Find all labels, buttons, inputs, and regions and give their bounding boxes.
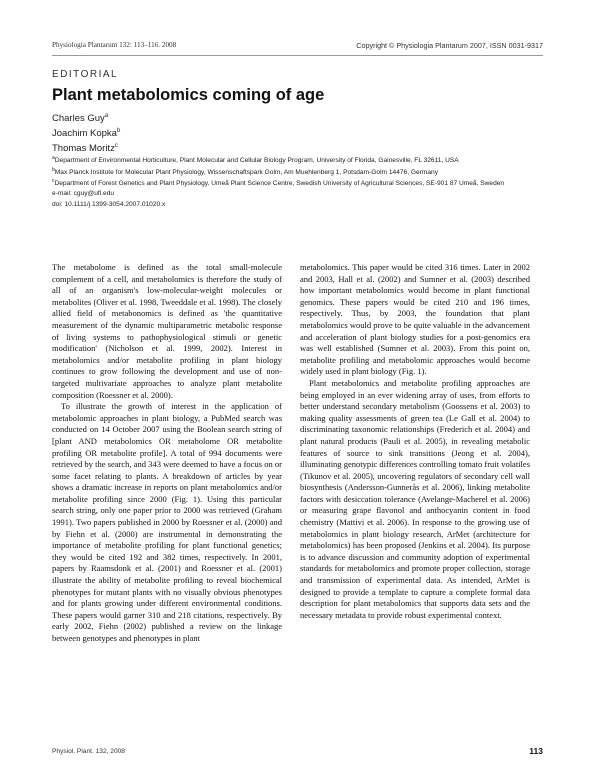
affiliations: [52, 154, 552, 199]
body-column-left: [52, 262, 282, 645]
page-number: 113: [529, 746, 543, 756]
author-name: Joachim Kopka: [52, 128, 117, 140]
paragraph: The metabolome is defined as the total small-molecule complement of a cell, and metabolomics is therefore the study of all of an organism's low-molecular-weight molecules or metabolites (Oliver et al. 1998, Tweeddale et al. 1998). The closely allied field of metabonomics is defined as 'the quantitative measurement of the dynamic multiparametric metabolic response of living systems to pathophysiological stimuli or genetic modification' (Nicholson et al. 1999, 2002). Interest in metabolomics and/or metabolite profiling in plant biology continues to grow following the development and use of non-targeted multivariate approaches to analyze plant metabolite composition (Roessner et al. 2000).: [52, 262, 282, 400]
author-superscript: b: [116, 128, 121, 135]
section-label: EDITORIAL: [52, 69, 119, 80]
author-superscript: c: [114, 143, 118, 150]
journal-header: Physiologia Plantarum 132: 113–116. 2008: [52, 41, 177, 49]
author-name: Charles Guy: [52, 113, 105, 125]
paragraph: To illustrate the growth of interest in the application of metabolomic approaches in plant biology, a PubMed search was conducted on 14 October 2007 using the Boolean search string of [plant AND metabolomics OR metabolome OR metabolite profiling OR metabolite profile]. A total of 994 documents were retrieved by the search, and 343 were deemed to have a focus on or some facet relating to plants. A breakdown of articles by year shows a dramatic increase in reports on plant metabolomics and/or metabolite profiling since 2000 (Fig. 1). Using this particular search string, only one paper prior to 2000 was retrieved (Graham 1991). Two papers published in 2000 by Roessner et al. (2000) and by Fiehn et al. (2000) are instrumental in demonstrating the importance of metabolite profiling for plant functional genetics; they would be cited 192 and 382 times, respectively. In 2001, papers by Raamsdonk et al. (2001) and Roessner et al. (2001) illustrate the ability of metabolite profiling to reveal biochemical phenotypes for mutant plants with no visually obvious phenotypes and for plants growing under different environmental conditions. These papers would garner 310 and 218 citations, respectively. By early 2002, Fiehn (2002) published a review on the linkage between genotypes and phenotypes in plant: [52, 401, 282, 643]
affiliation: $^c$Department of Forest Genetics and Plant Physiology, Umeå Plant Science Centre, Swedish University of Agricultural Sciences, SE-901 87 Umeå, Sweden: [52, 178, 505, 188]
paragraph: Plant metabolomics and metabolite profiling approaches are being employed in an ever widening array of uses, from efforts to better understand secondary metabolism (Goossens et al. 2003) to making quality assessments of green tea (Le Gall et al. 2004) to discriminating taxonomic relationships (Frederich et al. 2004) and plant natural products (Pauli et al. 2005), in revealing metabolic features of source to sink transitions (Jeong et al. 2004), illuminating genotypic differences controlling tomato fruit volatiles (Tikunov et al. 2005), uncovering regulators of secondary cell wall biosynthesis (Andersson-Gunnerås et al. 2006), linking metabolite factors with desiccation tolerance (Avelange-Macherel et al. 2006) or measuring grape flavonol and anthocyanin content in food chemistry (Mattivi et al. 2006). In response to the growing use of metabolomics in plant biology research, ArMet (architecture for metabolomics) has been proposed (Jenkins et al. 2004). Its purpose is to advance discussion and community adoption of experimental standards for metabolomics and promote proper collection, storage and transmission of experimental data. As intended, ArMet is designed to provide a template to capture a complete formal data description for plant metabolomics that supports data sets and the necessary metadata to provide robust experimental context.: [300, 377, 530, 620]
footer-citation: Physiol. Plant. 132, 2008: [52, 748, 125, 755]
doi: doi: 10.1111/j.1399-3054.2007.01020.x: [52, 201, 166, 208]
author-name: Thomas Moritz: [52, 143, 115, 155]
contact-email: e-mail: cguy@ufl.edu: [52, 190, 115, 198]
copyright-header: Copyright © Physiologia Plantarum 2007, ISSN 0031-9317: [356, 41, 543, 50]
article-title: Plant metabolomics coming of age: [52, 86, 325, 104]
body-column-right: [300, 262, 530, 621]
author-list: [52, 110, 120, 155]
author: [52, 125, 120, 140]
author-superscript: a: [104, 113, 109, 119]
affiliation: $^a$Department of Environmental Horticulture, Plant Molecular and Cellular Biology Program, University of Florida, Gainesville, FL 32611, USA: [52, 155, 459, 165]
paragraph: metabolomics. This paper would be cited 316 times. Later in 2002 and 2003, Hall et al. (2002) and Sumner et al. (2003) described how important metabolomics would become in plant functional genomics. These papers would be cited 210 and 196 times, respectively. Thus, by 2003, the foundation that plant metabolomics would prove to be quite valuable in the advancement and acceleration of plant biology studies for a post-genomics era was well established (Sumner et al. 2003). From this point on, metabolite profiling and metabolomic approaches would become widely used in plant biology (Fig. 1).: [300, 262, 530, 377]
header-rule: [52, 55, 543, 56]
affiliation: $^b$Max Planck Institute for Molecular Plant Physiology, Wissenschaftspark Golm, Am Muehlenberg 1, Potsdam-Golm 14476, Germany: [52, 166, 438, 176]
author: [52, 110, 120, 125]
